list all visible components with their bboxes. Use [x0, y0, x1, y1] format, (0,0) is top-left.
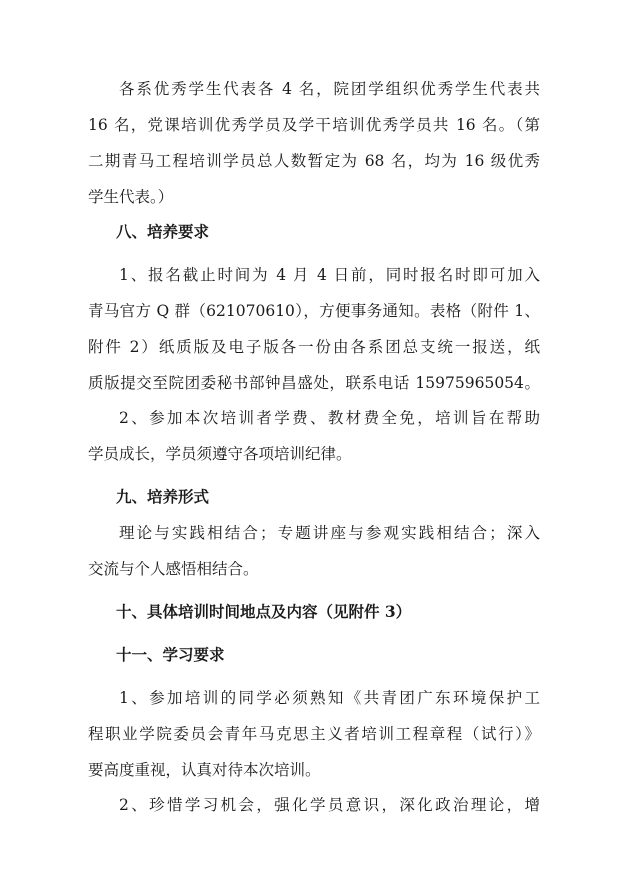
paragraph-line: 1、报名截止时间为 4 月 4 日前，同时报名时即可加入	[119, 266, 540, 284]
paragraph-line: 要高度重视，认真对待本次培训。	[88, 761, 321, 779]
paragraph-line: 学生代表。）	[88, 188, 174, 206]
paragraph-line: 理论与实践相结合；专题讲座与参观实践相结合；深入	[119, 524, 540, 542]
paragraph-line: 附件 2）纸质版及电子版各一份由各系团总支统一报送，纸	[88, 338, 540, 356]
paragraph-line: 质版提交至院团委秘书部钟昌盛处，联系电话 15975965054。	[88, 374, 540, 392]
paragraph-line: 1、参加培训的同学必须熟知《共青团广东环境保护工	[119, 689, 540, 707]
section-heading: 十一、学习要求	[116, 645, 225, 664]
paragraph-line: 二期青马工程培训学员总人数暂定为 68 名，均为 16 级优秀	[88, 152, 540, 170]
paragraph-line: 2、参加本次培训者学费、教材费全免，培训旨在帮助	[119, 409, 540, 427]
paragraph-line: 程职业学院委员会青年马克思主义者培训工程章程（试行）》	[88, 725, 540, 743]
paragraph-line: 青马官方 Q 群（621070610），方便事务通知。表格（附件 1、	[88, 302, 540, 320]
paragraph-line: 交流与个人感悟相结合。	[88, 560, 259, 578]
section-heading: 八、培养要求	[116, 222, 210, 241]
paragraph-line: 16 名，党课培训优秀学员及学干培训优秀学员共 16 名。（第	[88, 116, 540, 134]
section-heading: 九、培养形式	[116, 487, 210, 506]
section-heading: 十、具体培训时间地点及内容（见附件 3）	[116, 602, 412, 621]
paragraph-line: 各系优秀学生代表各 4 名，院团学组织优秀学生代表共	[119, 80, 540, 98]
paragraph-line: 2、珍惜学习机会，强化学员意识，深化政治理论，增	[119, 796, 540, 814]
paragraph-line: 学员成长，学员须遵守各项培训纪律。	[88, 445, 352, 463]
